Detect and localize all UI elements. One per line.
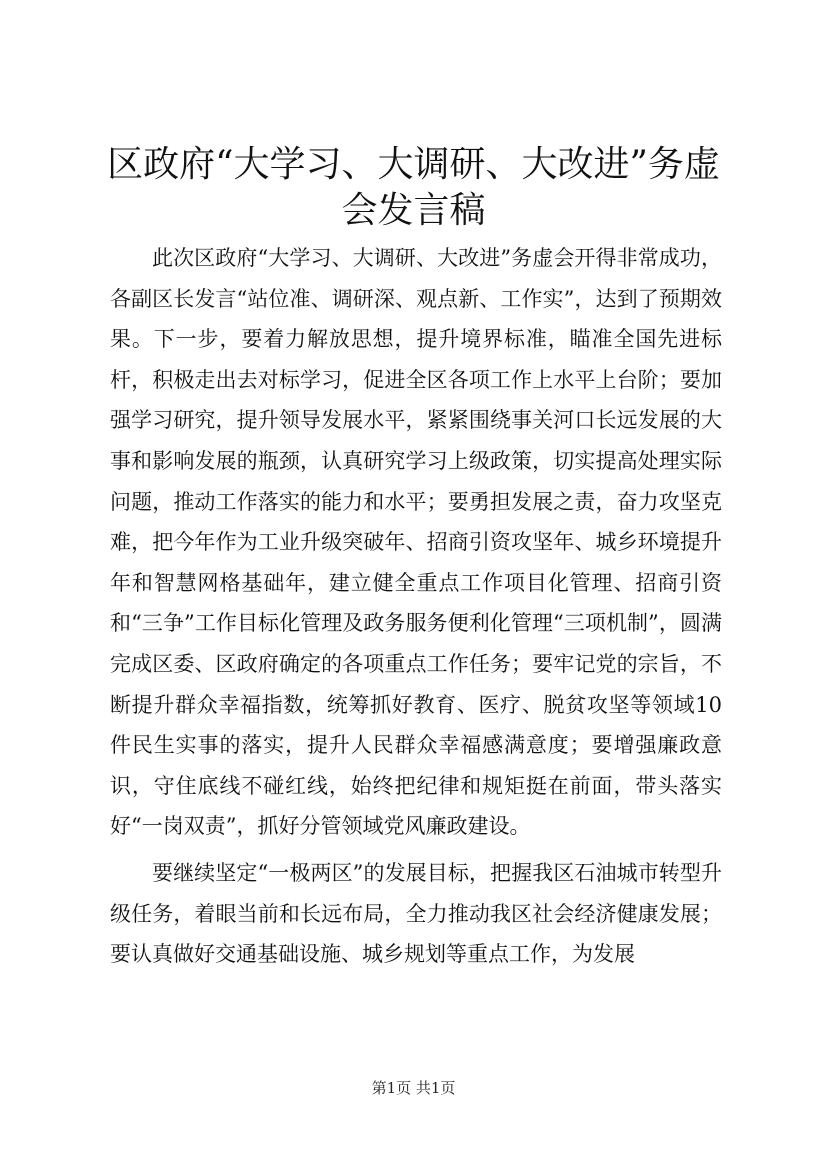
- page-footer: 第1页 共1页: [371, 1079, 456, 1097]
- document-title: 区政府“大学习、大调研、大改进”务虚会发言稿: [107, 144, 720, 231]
- paragraph: 此次区政府“大学习、大调研、大改进”务虚会开得非常成功，各副区长发言“站位准、调研深、观点新、工作实”，达到了预期效果。下一步，要着力解放思想，提升境界标准，瞄准全国先进标杆，积极走出去对标学习，促进全区各项工作上水平上台阶；要加强学习研究，提升领导发展水平，紧紧围绕事关河口长远发展的大事和影响发展的瓶颈，认真研究学习上级政策，切实提高处理实际问题，推动工作落实的能力和水平；要勇担发展之责，奋力攻坚克难，把今年作为工业升级突破年、招商引资攻坚年、城乡环境提升年和智慧网格基础年，建立健全重点工作项目化管理、招商引资和“三争”工作目标化管理及政务服务便利化管理“三项机制”，圆满完成区委、区政府确定的各项重点工作任务；要牢记党的宗旨，不断提升群众幸福指数，统筹抓好教育、医疗、脱贫攻坚等领域10件民生实事的落实，提升人民群众幸福感满意度；要增强廉政意识，守住底线不碰红线，始终把纪律和规矩挺在前面，带头落实好“一岗双责”，抓好分管领域党风廉政建设。: [110, 246, 722, 839]
- paragraph: 要继续坚定“一极两区”的发展目标，把握我区石油城市转型升级任务，着眼当前和长远布局，全力推动我区社会经济健康发展；要认真做好交通基础设施、城乡规划等重点工作，为发展: [110, 860, 722, 967]
- document-body: [110, 238, 722, 975]
